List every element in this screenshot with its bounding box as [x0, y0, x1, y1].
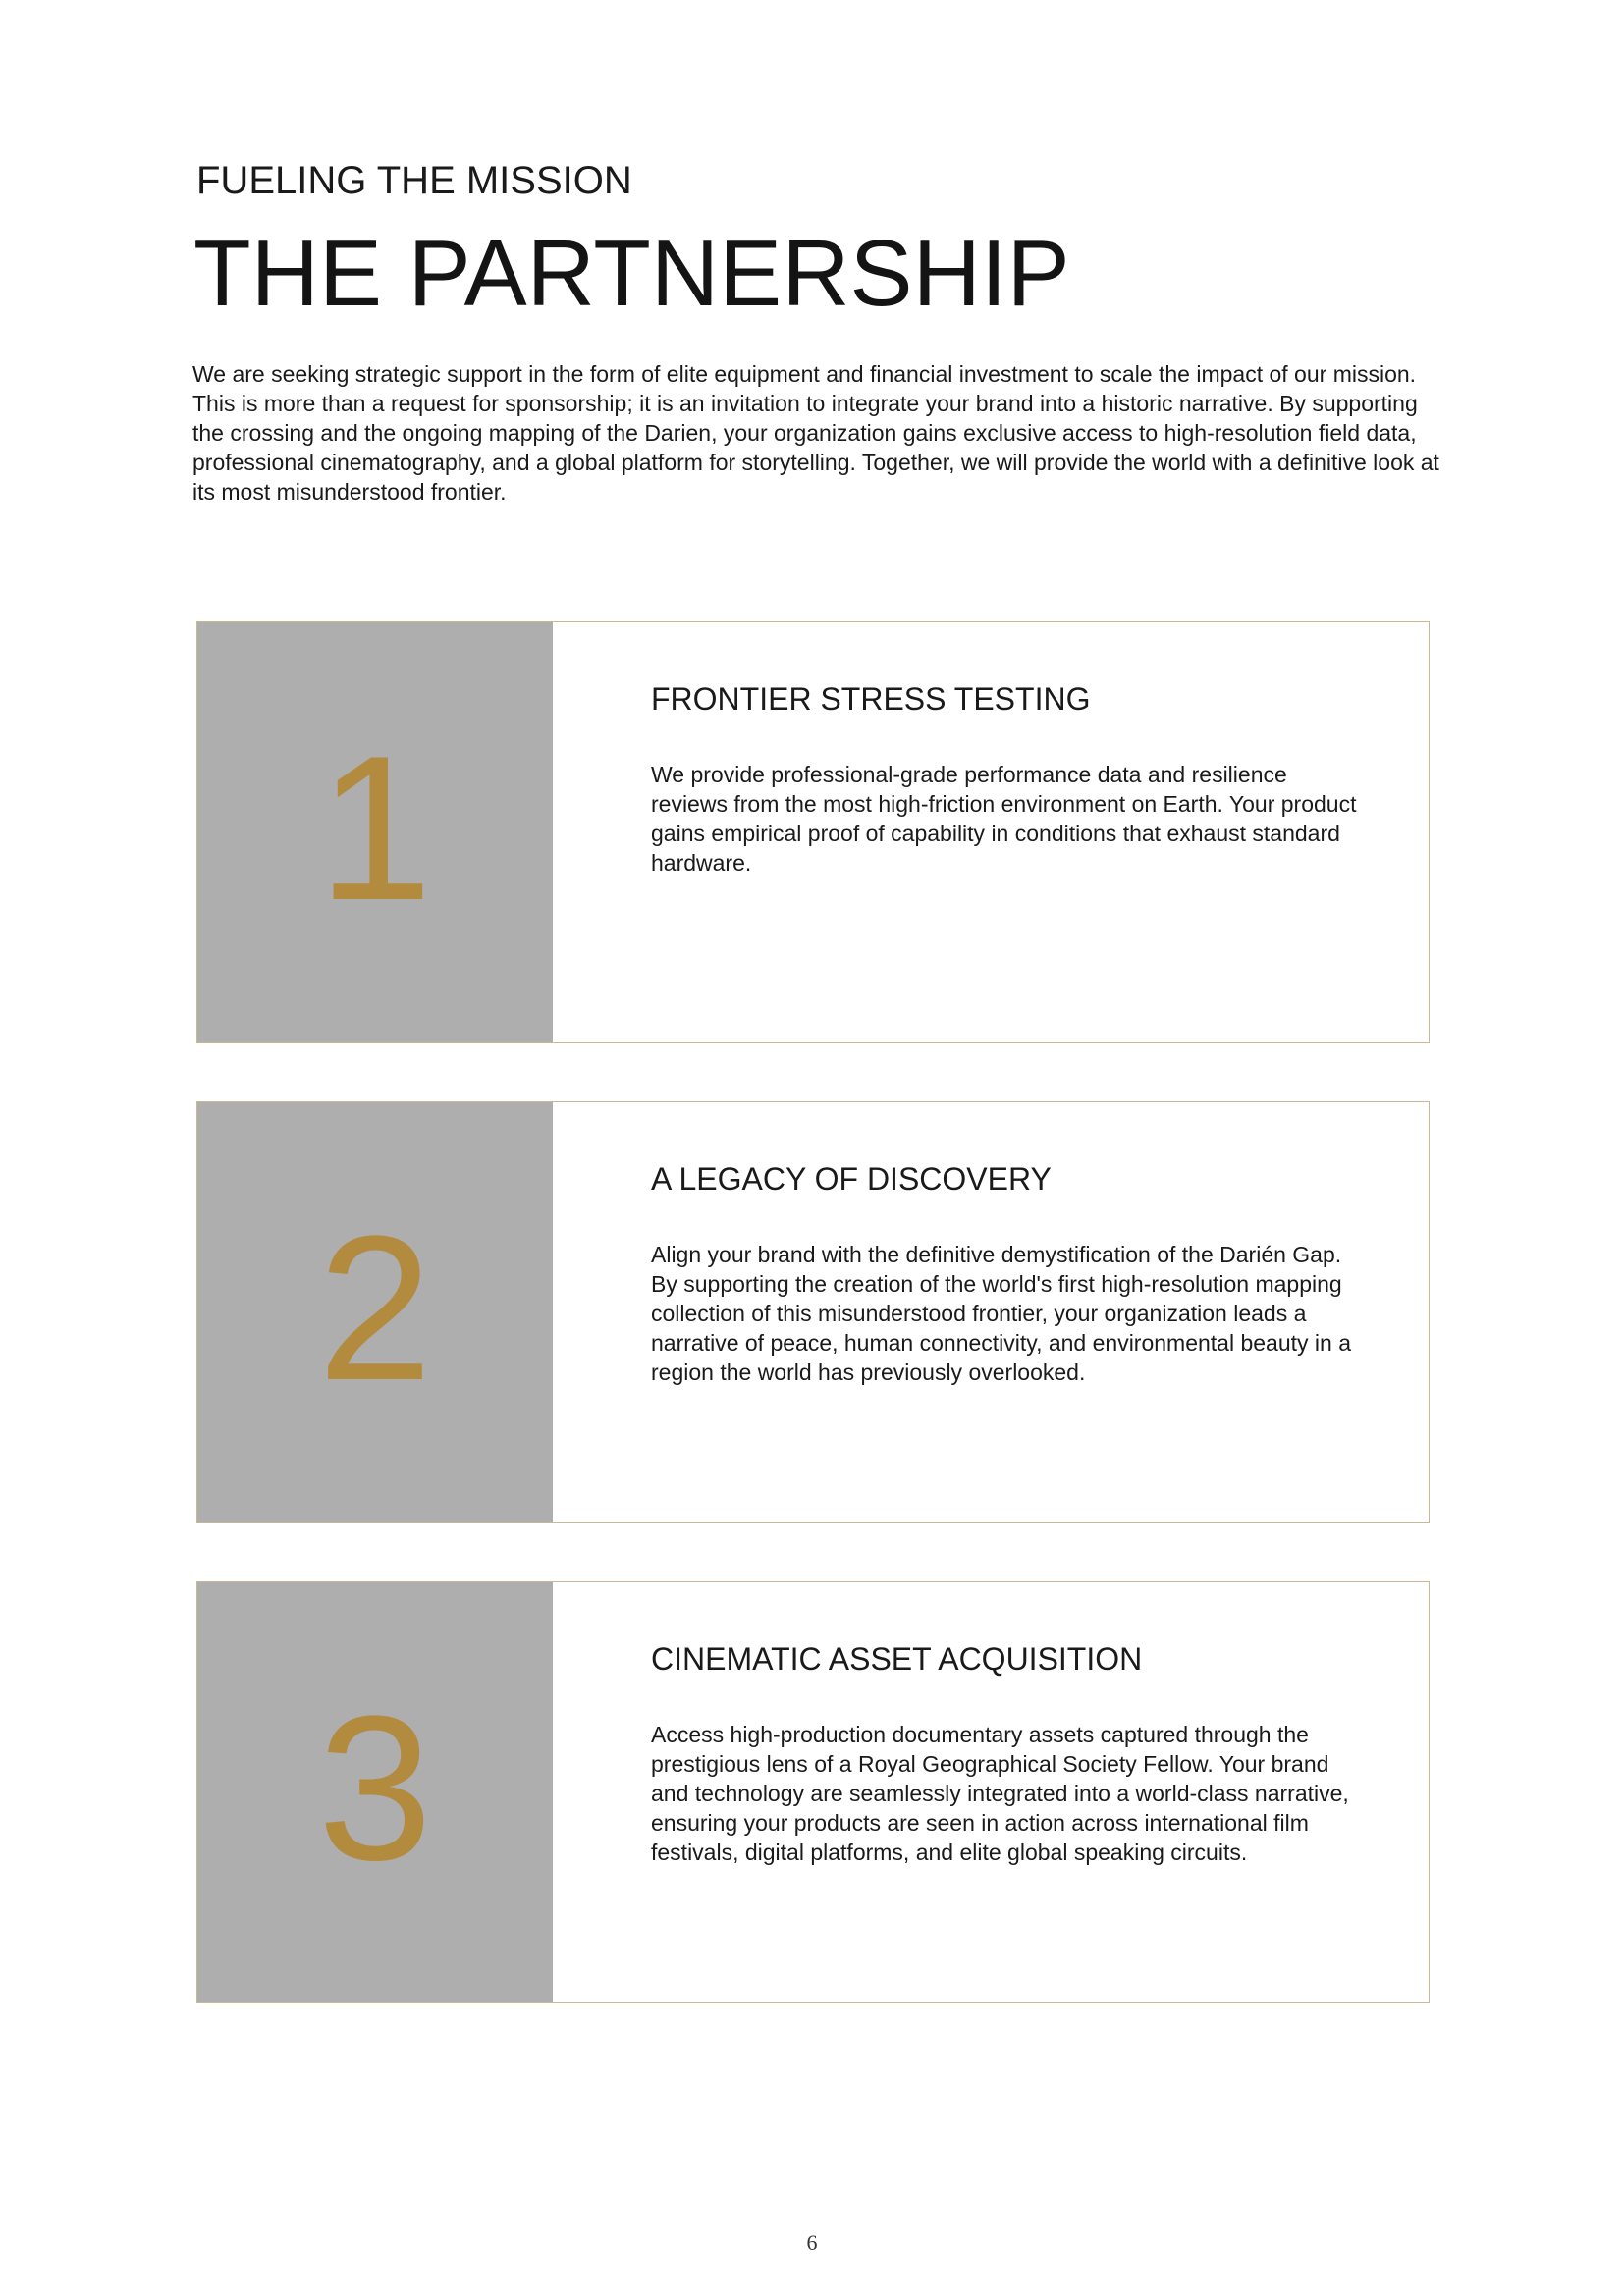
number-panel — [197, 1582, 553, 2002]
card-body: We provide professional-grade performance data and resilience reviews from the most high-friction environment on Earth. Your product gains empirical proof of capability in conditions that exhaust standard hardware. — [651, 762, 1357, 876]
card-title: A LEGACY OF DISCOVERY — [651, 1161, 1052, 1197]
card-body: Align your brand with the definitive demystification of the Darién Gap. By supporting the creation of the world's first high-resolution mapping collection of this misunderstood frontier, your organization leads a narrative of peace, human connectivity, and environmental beauty in a region the world has previously overlooked. — [651, 1242, 1351, 1385]
number-panel — [197, 622, 553, 1042]
card-title: CINEMATIC ASSET ACQUISITION — [651, 1641, 1143, 1677]
card-number: 2 — [317, 1193, 433, 1423]
card-body: Access high-production documentary assets captured through the prestigious lens of a Royal Geographical Society Fellow. Your brand and technology are seamlessly integrated into a world-class narrative, ensuring your products are seen in action across international film festivals, digital platforms, and elite global speaking circuits. — [651, 1722, 1349, 1865]
page-title: THE PARTNERSHIP — [193, 221, 1070, 326]
page-number: 6 — [806, 2230, 818, 2255]
intro-paragraph: We are seeking strategic support in the form of elite equipment and financial investment to scale the impact of our mission. This is more than a request for sponsorship; it is an invitation to integrate your brand into a historic narrative. By supporting the crossing and the ongoing mapping of the Darien, your organization gains exclusive access to high-resolution field data, professional cinematography, and a global platform for storytelling. Together, we will provide the world with a definitive look at its most misunderstood frontier. — [192, 361, 1439, 505]
card-number: 1 — [317, 713, 433, 943]
partnership-card-3 — [196, 1581, 1430, 2003]
section-kicker: FUELING THE MISSION — [196, 159, 632, 202]
card-number: 3 — [317, 1673, 433, 1903]
number-panel — [197, 1102, 553, 1522]
card-title: FRONTIER STRESS TESTING — [651, 681, 1091, 717]
partnership-card-2 — [196, 1101, 1430, 1523]
partnership-card-1 — [196, 621, 1430, 1043]
